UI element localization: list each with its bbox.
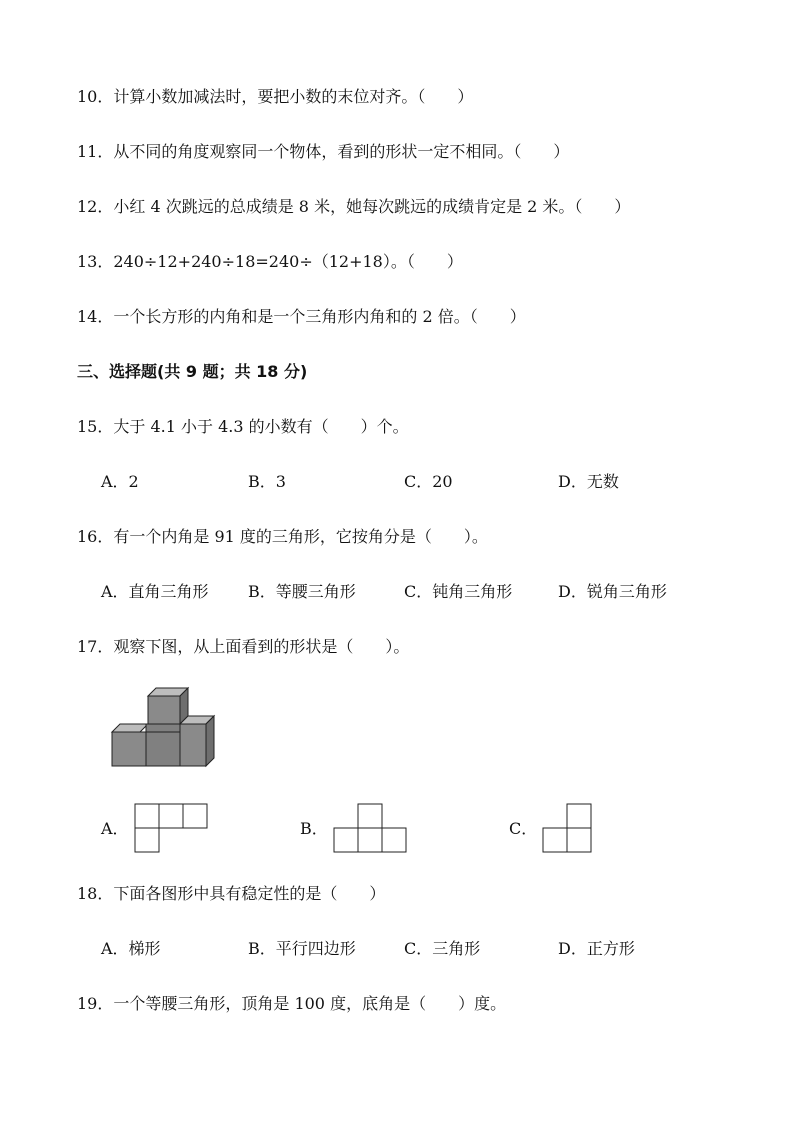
top-view-option-b[interactable] bbox=[333, 803, 409, 855]
q15-option-a[interactable]: A．2 bbox=[101, 472, 139, 491]
q16-option-d[interactable]: D．锐角三角形 bbox=[558, 582, 667, 601]
question-13: 13．240÷12+240÷18=240÷（12+18）。（ ） bbox=[77, 252, 463, 271]
section-heading-choice: 三、选择题(共 9 题；共 18 分) bbox=[77, 362, 308, 381]
q18-option-b[interactable]: B．平行四边形 bbox=[248, 939, 356, 958]
q15-option-c[interactable]: C．20 bbox=[404, 472, 453, 491]
q16-option-b[interactable]: B．等腰三角形 bbox=[248, 582, 356, 601]
question-15: 15．大于 4.1 小于 4.3 的小数有（ ）个。 bbox=[77, 417, 409, 436]
question-17: 17．观察下图，从上面看到的形状是（ ）。 bbox=[77, 637, 410, 656]
q15-option-d[interactable]: D．无数 bbox=[558, 472, 619, 491]
q18-option-c[interactable]: C．三角形 bbox=[404, 939, 481, 958]
top-view-option-c[interactable] bbox=[542, 803, 594, 855]
question-19: 19．一个等腰三角形，顶角是 100 度，底角是（ ）度。 bbox=[77, 994, 507, 1013]
question-14: 14．一个长方形的内角和是一个三角形内角和的 2 倍。（ ） bbox=[77, 307, 526, 326]
question-16: 16．有一个内角是 91 度的三角形，它按角分是（ ）。 bbox=[77, 527, 488, 546]
q16-option-a[interactable]: A．直角三角形 bbox=[101, 582, 209, 601]
question-18: 18．下面各图形中具有稳定性的是（ ） bbox=[77, 884, 386, 903]
q15-option-b[interactable]: B．3 bbox=[248, 472, 286, 491]
q18-option-d[interactable]: D．正方形 bbox=[558, 939, 635, 958]
cube-stack-figure bbox=[108, 686, 218, 770]
question-10: 10．计算小数加减法时，要把小数的末位对齐。（ ） bbox=[77, 87, 474, 106]
q17-option-c[interactable]: C． bbox=[509, 819, 538, 838]
q18-option-a[interactable]: A．梯形 bbox=[101, 939, 161, 958]
top-view-option-a[interactable] bbox=[134, 803, 210, 855]
question-12: 12．小红 4 次跳远的总成绩是 8 米，她每次跳远的成绩肯定是 2 米。（ ） bbox=[77, 197, 631, 216]
q16-option-c[interactable]: C．钝角三角形 bbox=[404, 582, 513, 601]
q17-option-a[interactable]: A． bbox=[101, 819, 129, 838]
q17-option-b[interactable]: B． bbox=[300, 819, 328, 838]
question-11: 11．从不同的角度观察同一个物体，看到的形状一定不相同。（ ） bbox=[77, 142, 570, 161]
